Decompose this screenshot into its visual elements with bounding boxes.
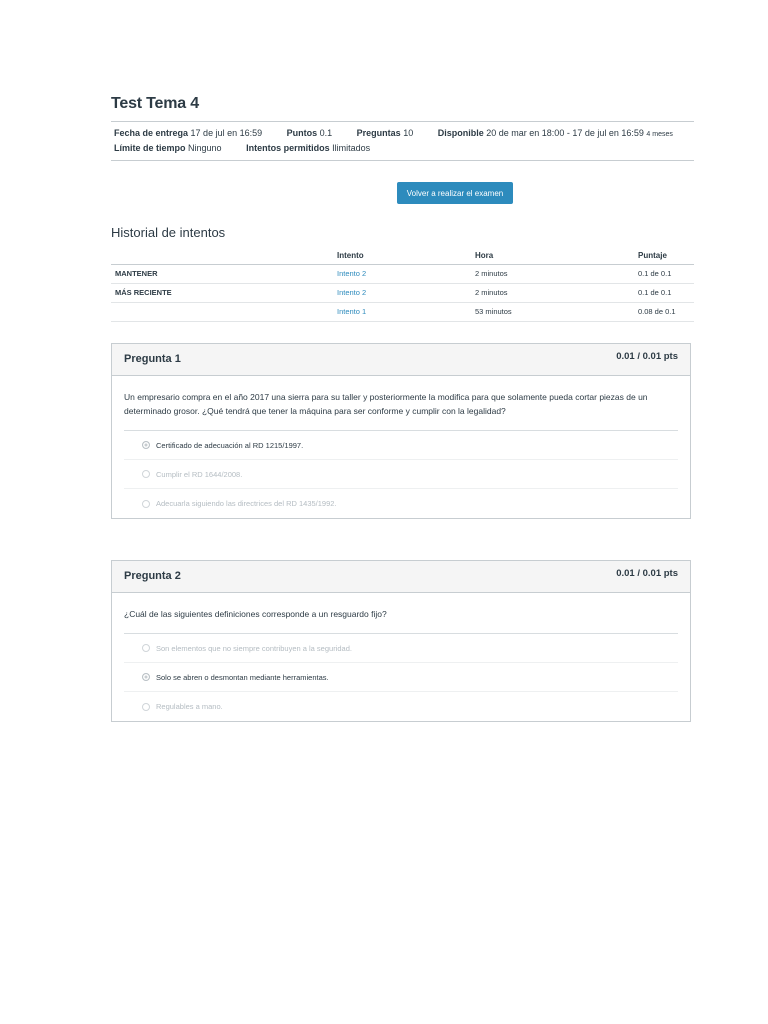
answer-text: Son elementos que no siempre contribuyen a la seguridad. — [156, 643, 352, 653]
table-header-row — [111, 247, 694, 264]
attempt-link[interactable]: Intento 1 — [337, 302, 475, 321]
question-text: ¿Cuál de las siguientes definiciones corresponde a un resguardo fijo? — [124, 609, 387, 619]
table-row — [111, 302, 694, 321]
answer-option[interactable] — [124, 634, 678, 663]
column-header-time: Hora — [475, 247, 638, 264]
answer-text: Solo se abren o desmontan mediante herramientas. — [156, 672, 329, 682]
time-limit: Límite de tiempo Ninguno — [114, 143, 222, 153]
column-header-attempt: Intento — [337, 247, 475, 264]
answer-text: Cumplir el RD 1644/2008. — [156, 469, 243, 479]
availability: Disponible 20 de mar en 18:00 - 17 de jul en 16:59 4 meses — [437, 128, 673, 138]
answer-option-selected[interactable] — [124, 431, 678, 460]
answer-text: Regulables a mano. — [156, 702, 223, 711]
due-date: Fecha de entrega 17 de jul en 16:59 — [114, 128, 263, 138]
radio-icon — [142, 644, 150, 652]
row-label — [111, 302, 337, 321]
answer-option[interactable] — [124, 489, 678, 518]
question-header — [112, 561, 690, 593]
quiz-details-row-2 — [114, 143, 392, 153]
points: Puntos 0.1 — [286, 128, 333, 138]
quiz-details-row-1 — [114, 128, 673, 138]
allowed-attempts: Intentos permitidos Ilimitados — [246, 143, 371, 153]
attempt-time: 2 minutos — [475, 283, 638, 302]
answer-list — [124, 633, 678, 721]
question-card-1 — [111, 343, 691, 519]
attempt-score: 0.1 de 0.1 — [638, 264, 694, 283]
answer-option[interactable] — [124, 692, 678, 721]
question-header — [112, 344, 690, 376]
attempt-score: 0.1 de 0.1 — [638, 283, 694, 302]
table-row — [111, 283, 694, 302]
answer-text: Adecuarla siguiendo las directrices del RD 1435/1992. — [156, 499, 337, 508]
radio-icon — [142, 470, 150, 478]
question-card-2 — [111, 560, 691, 722]
answer-list — [124, 430, 678, 518]
attempt-history-title: Historial de intentos — [111, 225, 226, 240]
radio-selected-icon — [142, 441, 150, 449]
question-points: 0.01 / 0.01 pts — [616, 568, 678, 579]
questions-count: Preguntas 10 — [356, 128, 414, 138]
question-title: Pregunta 1 — [124, 353, 181, 365]
question-title: Pregunta 2 — [124, 570, 181, 582]
attempt-score: 0.08 de 0.1 — [638, 302, 694, 321]
table-row — [111, 264, 694, 283]
attempt-history-table — [111, 247, 694, 322]
answer-option[interactable] — [124, 460, 678, 489]
row-label: MÁS RECIENTE — [111, 283, 337, 302]
question-text: Un empresario compra en el año 2017 una sierra para su taller y posteriormente la modifica para que solamente pueda cortar piezas de un determinado grosor. ¿Qué tendrá que tener la máquina para ser conforme y cumplir con la legalidad? — [124, 392, 648, 416]
radio-icon — [142, 500, 150, 508]
attempt-link[interactable]: Intento 2 — [337, 283, 475, 302]
answer-text: Certificado de adecuación al RD 1215/1997. — [156, 440, 304, 450]
column-header-score: Puntaje — [638, 247, 694, 264]
attempt-link[interactable]: Intento 2 — [337, 264, 475, 283]
radio-selected-icon — [142, 673, 150, 681]
attempt-time: 53 minutos — [475, 302, 638, 321]
quiz-details — [111, 121, 694, 161]
retake-quiz-button[interactable]: Volver a realizar el examen — [397, 182, 513, 204]
row-label: MANTENER — [111, 264, 337, 283]
attempt-time: 2 minutos — [475, 264, 638, 283]
column-header-label — [111, 247, 337, 264]
question-points: 0.01 / 0.01 pts — [616, 351, 678, 362]
radio-icon — [142, 703, 150, 711]
quiz-title: Test Tema 4 — [111, 95, 199, 112]
answer-option-selected[interactable] — [124, 663, 678, 692]
